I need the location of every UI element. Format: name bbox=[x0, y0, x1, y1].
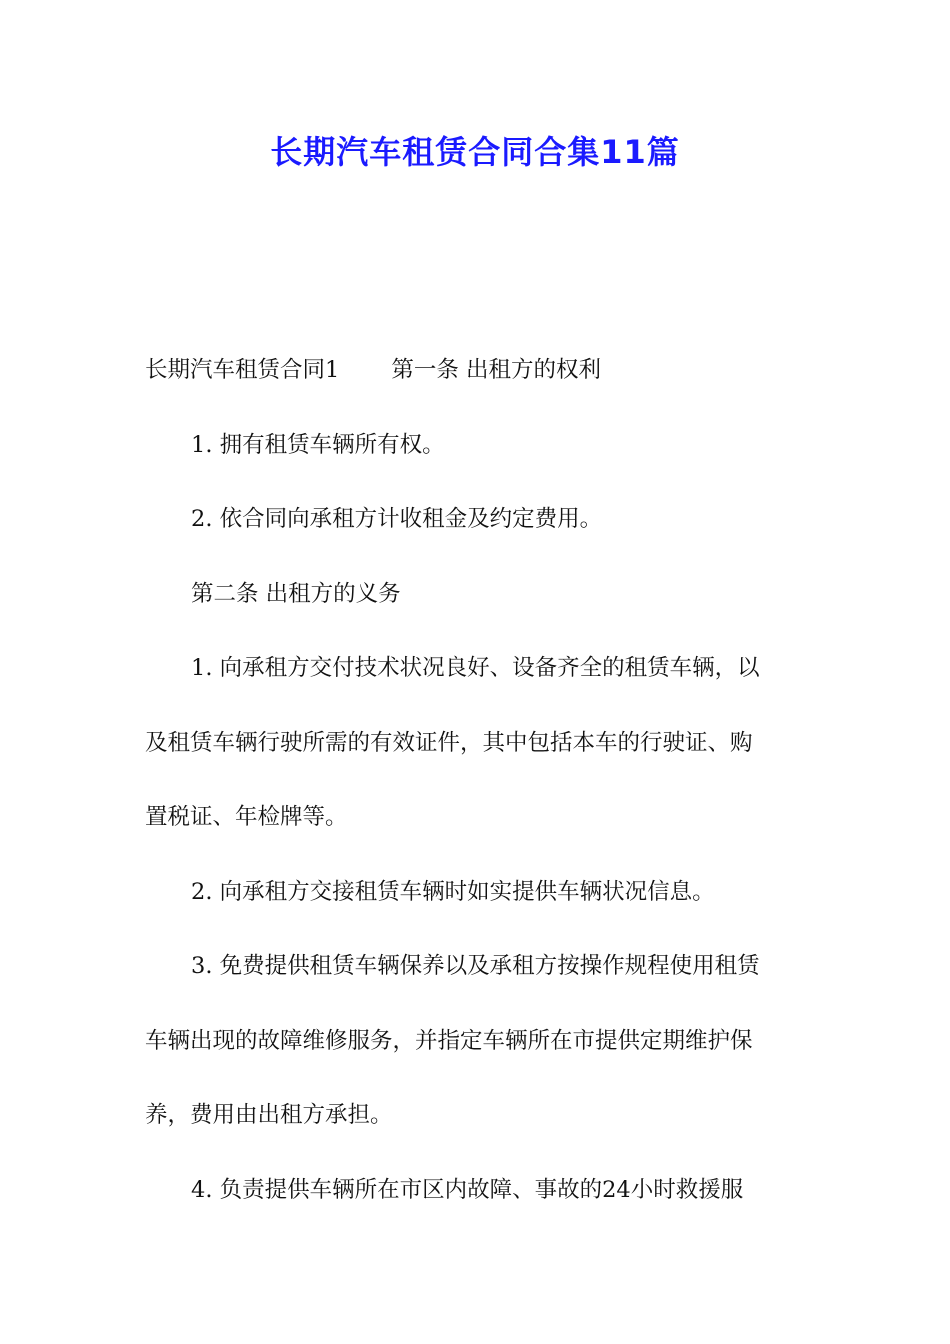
paragraph-line: 3. 免费提供租赁车辆保养以及承租方按操作规程使用租赁 bbox=[191, 953, 760, 979]
paragraph-line: 车辆出现的故障维修服务，并指定车辆所在市提供定期维护保 bbox=[145, 1027, 753, 1054]
paragraph-line: 第二条 出租方的义务 bbox=[191, 580, 401, 607]
contract-heading: 长期汽车租赁合同1 bbox=[145, 357, 340, 383]
paragraph-line: 1. 拥有租赁车辆所有权。 bbox=[191, 431, 445, 458]
article-heading: 第一条 出租方的权利 bbox=[391, 357, 601, 383]
paragraph-line: 及租赁车辆行驶所需的有效证件，其中包括本车的行驶证、购 bbox=[145, 729, 753, 756]
paragraph-line: 置税证、年检牌等。 bbox=[145, 804, 348, 830]
document-body bbox=[145, 333, 810, 1227]
paragraph-line: 1. 向承租方交付技术状况良好、设备齐全的租赁车辆，以 bbox=[191, 655, 760, 681]
paragraph-line: 2. 依合同向承租方计收租金及约定费用。 bbox=[191, 506, 603, 532]
document-title: 长期汽车租赁合同合集11篇 bbox=[270, 133, 680, 171]
paragraph-line: 2. 向承租方交接租赁车辆时如实提供车辆状况信息。 bbox=[191, 878, 715, 905]
paragraph-line: 养，费用由出租方承担。 bbox=[145, 1102, 393, 1128]
paragraph-line bbox=[145, 333, 810, 408]
paragraph-line: 4. 负责提供车辆所在市区内故障、事故的24小时救援服 bbox=[191, 1176, 744, 1203]
